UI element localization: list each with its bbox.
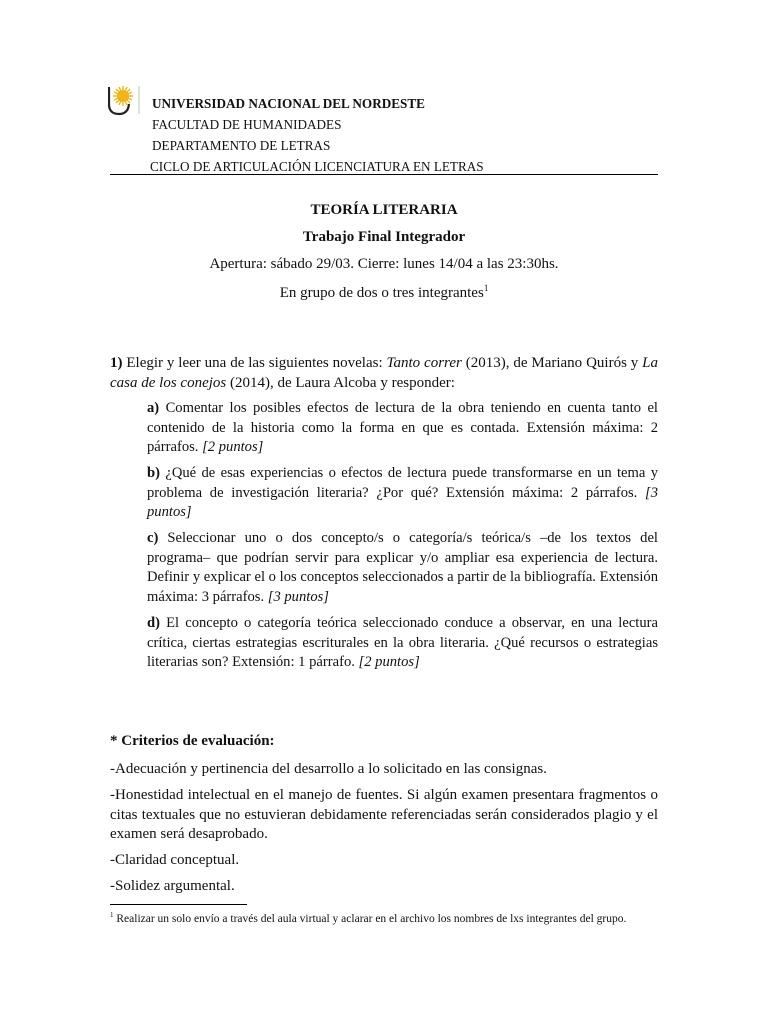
- item-points: [2 puntos]: [202, 439, 264, 455]
- question-number: 1): [110, 355, 123, 371]
- footnote: [110, 908, 658, 927]
- department-name: DEPARTAMENTO DE LETRAS: [152, 138, 331, 153]
- item-text: El concepto o categoría teórica seleccionado conduce a observar, en una lectura crítica, ciertas estrategias escriturales en la obra literaria. ¿Qué recursos o estrategias literarias son? Extensión: 1 párrafo.: [147, 615, 658, 670]
- criteria-item: -Honestidad intelectual en el manejo de fuentes. Si algún examen presentara fragmentos o citas textuales que no estuvieran debidamente referenciadas serán considerados plagio y el examen será desaprobado.: [110, 787, 658, 842]
- dates-line: Apertura: sábado 29/03. Cierre: lunes 14/04 a las 23:30hs.: [209, 256, 559, 272]
- criteria-item: -Adecuación y pertinencia del desarrollo a lo solicitado en las consignas.: [110, 761, 547, 777]
- footnote-divider: [110, 904, 247, 905]
- novel-title-1: Tanto correr: [386, 355, 462, 371]
- item-c: [147, 529, 658, 607]
- question-text: (2013), de Mariano Quirós y: [461, 355, 643, 371]
- item-label: d): [147, 615, 160, 631]
- question-text: (2014), de Laura Alcoba y responder:: [226, 375, 455, 391]
- question-1: [110, 353, 658, 393]
- question-text: Elegir y leer una de las siguientes novelas:: [122, 355, 387, 371]
- criteria-title: * Criterios de evaluación:: [110, 733, 275, 749]
- item-points: [3 puntos]: [267, 588, 329, 605]
- item-a: [147, 399, 658, 458]
- item-text: ¿Qué de esas experiencias o efectos de lectura puede transformarse en un tema y problema de investigación literaria? ¿Por qué? Extensión máxima: 2 párrafos.: [147, 465, 658, 501]
- item-d: [147, 614, 658, 673]
- page-subtitle: Trabajo Final Integrador: [302, 229, 466, 245]
- footnote-mark: 1: [110, 911, 114, 919]
- header-divider: [110, 174, 658, 175]
- letterhead: [152, 93, 484, 177]
- item-label: a): [147, 400, 160, 416]
- footnote-ref: 1: [483, 283, 489, 293]
- university-logo: [108, 84, 140, 116]
- group-line: [110, 283, 658, 302]
- page-title: TEORÍA LITERARIA: [310, 202, 458, 218]
- novel-title-2: La casa de los conejos: [110, 355, 659, 391]
- group-text: En grupo de dos o tres integrantes: [279, 285, 484, 301]
- item-points: [3 puntos]: [147, 484, 658, 520]
- footnote-text: Realizar un solo envío a través del aula virtual y aclarar en el archivo los nombres de lxs integrantes del grupo.: [113, 912, 627, 925]
- item-b: [147, 464, 658, 523]
- university-name: UNIVERSIDAD NACIONAL DEL NORDESTE: [152, 96, 425, 111]
- cycle-name: CICLO DE ARTICULACIÓN LICENCIATURA EN LETRAS: [150, 159, 484, 174]
- faculty-name: FACULTAD DE HUMANIDADES: [152, 117, 342, 132]
- criteria-item: -Solidez argumental.: [110, 878, 235, 894]
- criteria-item: -Claridad conceptual.: [110, 852, 240, 868]
- item-label: c): [147, 530, 159, 546]
- item-text: Comentar los posibles efectos de lectura de la obra teniendo en cuenta tanto el contenido de la historia como la forma en que es contada. Extensión máxima: 2 párrafos.: [147, 400, 658, 455]
- item-text: Seleccionar uno o dos concepto/s o categoría/s teórica/s –de los textos del programa– que podrían servir para explicar y/o ampliar esa experiencia de lectura. Definir y explicar el o los conceptos seleccionados a partir de la bibliografía. Extensión máxima: 3 párrafos.: [147, 530, 658, 605]
- item-points: [2 puntos]: [358, 654, 420, 670]
- item-label: b): [147, 465, 160, 481]
